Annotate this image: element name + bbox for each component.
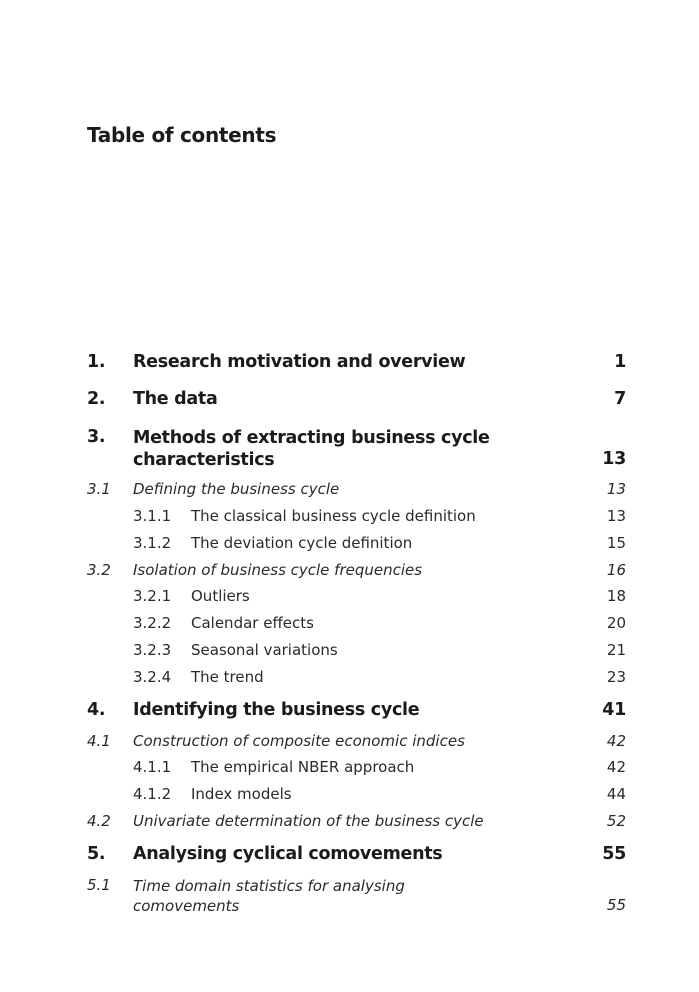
- entry-page: 55: [602, 844, 626, 864]
- entry-number: 2.: [87, 389, 106, 409]
- entry-number: 4.2: [87, 812, 111, 830]
- toc-entry-section-5-1[interactable]: [0, 876, 699, 920]
- entry-title-line-2: characteristics: [133, 450, 275, 470]
- entry-title: Isolation of business cycle frequencies: [133, 561, 423, 579]
- page-title: Table of contents: [87, 123, 277, 147]
- entry-page: 20: [606, 614, 626, 632]
- toc-entry-chapter-3[interactable]: [0, 427, 699, 475]
- entry-page: 44: [606, 785, 626, 803]
- entry-number: 1.: [87, 352, 106, 372]
- toc-entry-subsection-4-1-1[interactable]: [0, 758, 699, 780]
- toc-entry-subsection-3-2-2[interactable]: [0, 614, 699, 636]
- entry-number: 3.1: [87, 480, 111, 498]
- entry-number: 4.1: [87, 732, 111, 750]
- entry-number: 3.2.1: [133, 587, 172, 605]
- entry-page: 42: [606, 758, 626, 776]
- entry-number: 5.1: [87, 876, 111, 894]
- entry-title-line-1: Methods of extracting business cycle: [133, 428, 490, 448]
- entry-number: 3.2.3: [133, 641, 172, 659]
- entry-number: 3.: [87, 427, 106, 447]
- entry-number: 5.: [87, 844, 106, 864]
- toc-entry-chapter-5[interactable]: [0, 844, 699, 866]
- entry-number: 3.2: [87, 561, 111, 579]
- entry-title: [133, 427, 490, 471]
- entry-title: Defining the business cycle: [133, 480, 340, 498]
- entry-title: Analysing cyclical comovements: [133, 844, 443, 864]
- entry-page: 18: [606, 587, 626, 605]
- entry-title: Construction of composite economic indices: [133, 732, 465, 750]
- entry-title: The deviation cycle definition: [191, 534, 413, 552]
- toc-entry-subsection-3-1-2[interactable]: [0, 534, 699, 556]
- entry-page: 15: [606, 534, 626, 552]
- entry-number: 3.2.2: [133, 614, 172, 632]
- entry-number: 3.2.4: [133, 668, 172, 686]
- entry-number: 4.: [87, 700, 106, 720]
- entry-title: Calendar effects: [191, 614, 314, 632]
- entry-page: 13: [606, 480, 626, 498]
- entry-title: Univariate determination of the business cycle: [133, 812, 484, 830]
- entry-title: Index models: [191, 785, 292, 803]
- entry-page: 42: [606, 732, 626, 750]
- toc-entry-subsection-3-2-1[interactable]: [0, 587, 699, 609]
- entry-title: The trend: [191, 668, 264, 686]
- toc-entry-subsection-3-2-3[interactable]: [0, 641, 699, 663]
- toc-entry-chapter-1[interactable]: [0, 352, 699, 374]
- entry-page: 16: [606, 561, 626, 579]
- entry-title: [133, 876, 405, 916]
- entry-number: 4.1.2: [133, 785, 172, 803]
- toc-entry-chapter-4[interactable]: [0, 700, 699, 722]
- entry-page: 1: [614, 352, 626, 372]
- entry-title: The data: [133, 389, 218, 409]
- entry-title: Identifying the business cycle: [133, 700, 420, 720]
- toc-entry-subsection-4-1-2[interactable]: [0, 785, 699, 807]
- entry-page: 55: [606, 896, 626, 914]
- entry-title: The classical business cycle definition: [191, 507, 476, 525]
- entry-number: 4.1.1: [133, 758, 172, 776]
- toc-entry-section-4-1[interactable]: [0, 732, 699, 754]
- entry-title: Outliers: [191, 587, 250, 605]
- toc-entry-section-4-2[interactable]: [0, 812, 699, 834]
- toc-entry-chapter-2[interactable]: [0, 389, 699, 411]
- entry-page: 52: [606, 812, 626, 830]
- entry-title-line-2: comovements: [133, 897, 240, 915]
- entry-page: 23: [606, 668, 626, 686]
- toc-entry-section-3-1[interactable]: [0, 480, 699, 502]
- entry-page: 21: [606, 641, 626, 659]
- entry-title: The empirical NBER approach: [191, 758, 415, 776]
- entry-number: 3.1.2: [133, 534, 172, 552]
- toc-entry-section-3-2[interactable]: [0, 561, 699, 583]
- entry-number: 3.1.1: [133, 507, 172, 525]
- entry-page: 13: [606, 507, 626, 525]
- entry-page: 41: [602, 700, 626, 720]
- entry-page: 13: [602, 449, 626, 469]
- toc-entry-subsection-3-2-4[interactable]: [0, 668, 699, 690]
- entry-title-line-1: Time domain statistics for analysing: [133, 877, 405, 895]
- toc-entry-subsection-3-1-1[interactable]: [0, 507, 699, 529]
- entry-page: 7: [614, 389, 626, 409]
- entry-title: Seasonal variations: [191, 641, 338, 659]
- entry-title: Research motivation and overview: [133, 352, 466, 372]
